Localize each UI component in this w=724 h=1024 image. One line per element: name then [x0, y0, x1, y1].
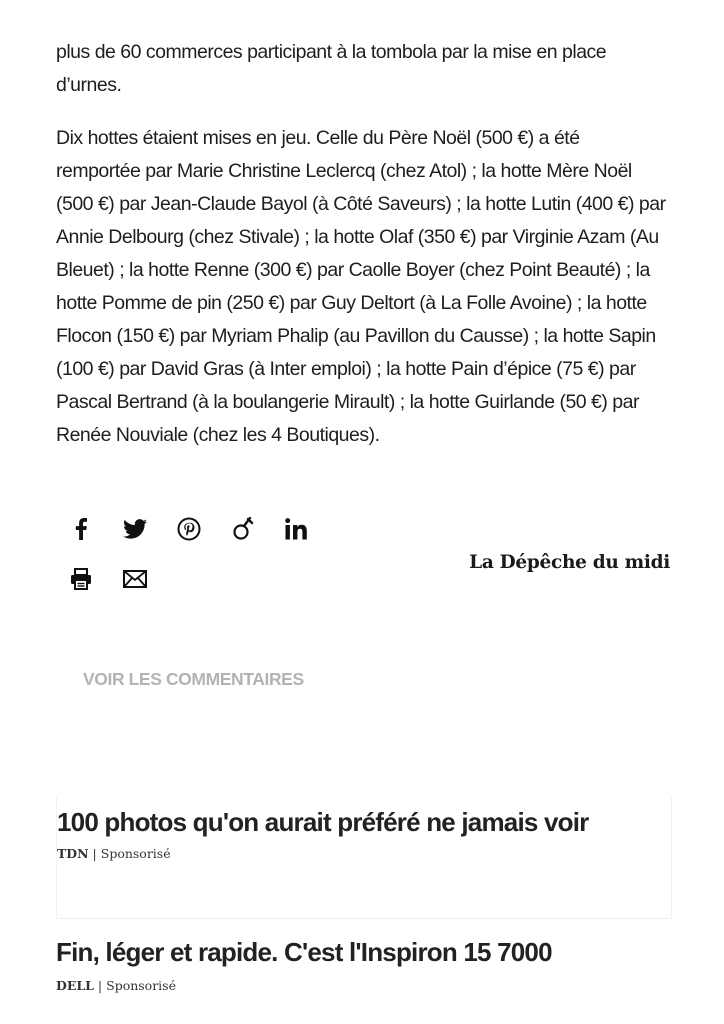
sponsored-title[interactable]: Fin, léger et rapide. C'est l'Inspiron 15 7000 — [56, 937, 552, 967]
sponsored-meta — [56, 978, 670, 993]
sponsored-title[interactable]: 100 photos qu'on aurait préféré ne jamais voir — [57, 807, 589, 837]
article-body — [56, 36, 668, 472]
twitter-icon[interactable] — [120, 514, 150, 544]
linkedin-icon[interactable] — [282, 514, 312, 544]
sponsored-meta — [57, 846, 671, 861]
sponsored-source: DELL — [56, 978, 94, 993]
pinterest-icon[interactable] — [174, 514, 204, 544]
sponsored-card[interactable] — [56, 796, 672, 919]
sponsored-card[interactable] — [56, 934, 670, 1024]
sponsored-tag: Sponsorisé — [106, 978, 176, 993]
sponsored-source: TDN — [57, 846, 89, 861]
viadeo-icon[interactable] — [228, 514, 258, 544]
sponsored-tag: Sponsorisé — [100, 846, 171, 861]
article-paragraph: Dix hottes étaient mises en jeu. Celle du Père Noël (500 €) a été remportée par Marie Christine Leclercq (chez Atol) ; la hotte Mère Noël (500 €) par Jean-Claude Bayol (à Côté Saveurs) ; la hotte Lutin (400 €) par Annie Delbourg (chez Stivale) ; la hotte Olaf (350 €) par Virginie Azam (Au Bleuet) ; la hotte Renne (300 €) par Caolle Boyer (chez Point Beauté) ; la hotte Pomme de pin (250 €) par Guy Deltort (à La Folle Avoine) ; la hotte Flocon (150 €) par Myriam Phalip (au Pavillon du Causse) ; la hotte Sapin (100 €) par David Gras (à Inter emploi) ; la hotte Pain d’épice (75 €) par Pascal Bertrand (à la boulangerie Mirault) ; la hotte Guirlande (50 €) par Renée Nouviale (chez les 4 Boutiques). — [56, 127, 666, 446]
facebook-icon[interactable] — [66, 514, 96, 544]
article-paragraph: plus de 60 commerces participant à la tombola par la mise en place d’urnes. — [56, 41, 607, 96]
print-icon[interactable] — [66, 564, 96, 594]
sponsored-separator: | — [93, 978, 107, 993]
utility-bar — [66, 564, 174, 594]
sponsored-separator: | — [88, 846, 101, 861]
share-bar — [66, 514, 336, 544]
email-icon[interactable] — [120, 564, 150, 594]
view-comments-button[interactable]: VOIR LES COMMENTAIRES — [83, 669, 304, 689]
publisher-logo[interactable]: La Dépêche du midi — [469, 552, 670, 573]
